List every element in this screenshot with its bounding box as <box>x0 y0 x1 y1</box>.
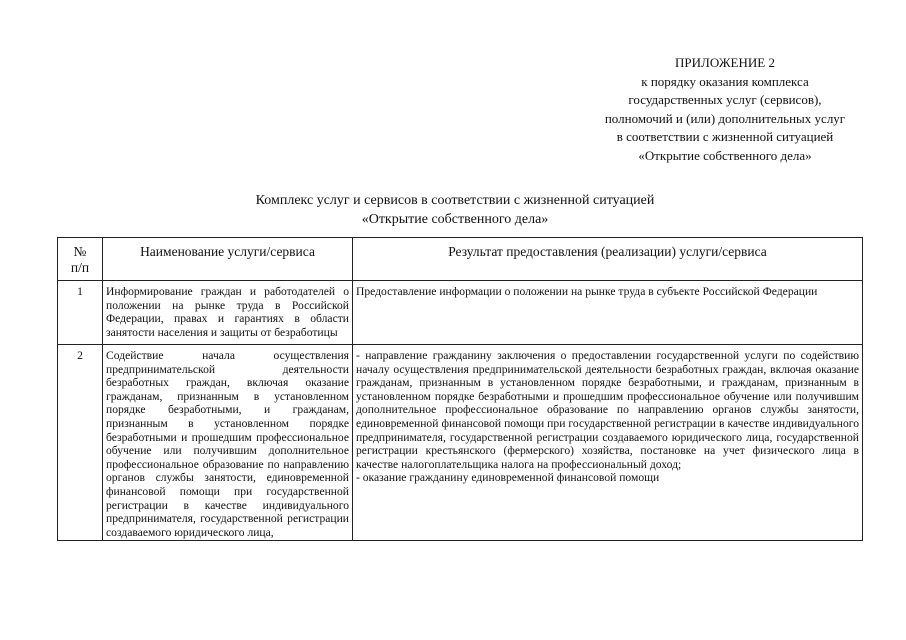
row-number: 1 <box>58 281 103 345</box>
appendix-line: «Открытие собственного дела» <box>638 147 812 163</box>
document-title <box>180 191 730 229</box>
appendix-line: полномочий и (или) дополнительных услуг <box>604 110 846 126</box>
table-header-row <box>58 238 863 281</box>
service-result: - направление гражданину заключения о предоставлении государственной услуги по содействию началу осуществления предпринимательской деятельности безработных граждан, включая оказание гражданам, признанным в установленном порядке безработными, и гражданам, признанным в установленном порядке безработными и прошедшим профессиональное обучение или получившим дополнительное профессиональное образование по направлению органов службы занятости, единовременной финансовой помощи при государственной регистрации в качестве индивидуального предпринимателя, государственной регистрации создаваемого юридического лица, государственной регистрации крестьянского (фермерского) хозяйства, постановке на учет физического лица в качестве налогоплательщика налога на профессиональный доход; - оказание гражданину единовременной финансовой помощи <box>353 345 863 541</box>
appendix-title: ПРИЛОЖЕНИЕ 2 <box>675 55 775 70</box>
appendix-header <box>560 54 890 165</box>
column-header-name: Наименование услуги/сервиса <box>103 238 353 281</box>
table-row <box>58 281 863 345</box>
service-result: Предоставление информации о положении на рынке труда в субъекте Российской Федерации <box>353 281 863 345</box>
row-number: 2 <box>58 345 103 541</box>
column-header-result: Результат предоставления (реализации) услуги/сервиса <box>353 238 863 281</box>
document-title-line: Комплекс услуг и сервисов в соответствии с жизненной ситуацией <box>255 193 655 208</box>
appendix-line: к порядку оказания комплекса <box>641 73 809 89</box>
table-row <box>58 345 863 541</box>
document-title-line: «Открытие собственного дела» <box>361 212 549 227</box>
appendix-line: государственных услуг (сервисов), <box>628 92 822 107</box>
column-header-number: № п/п <box>58 238 103 281</box>
service-name: Информирование граждан и работодателей о положении на рынке труда в Российской Федерации, правах и гарантиях в области занятости населения и защиты от безработицы <box>103 281 353 345</box>
services-table <box>57 237 863 541</box>
service-name: Содействие начала осуществления предпринимательской деятельности безработных граждан, включая оказание гражданам, признанным в установленном порядке безработными, и гражданам, признанным в установленном порядке безработными и прошедшим профессиональное обучение или получившим дополнительное профессиональное образование по направлению органов службы занятости, единовременной финансовой помощи при государственной регистрации в качестве индивидуального предпринимателя, государственной регистрации создаваемого юридического лица, <box>103 345 353 541</box>
appendix-line: в соответствии с жизненной ситуацией <box>616 129 834 144</box>
